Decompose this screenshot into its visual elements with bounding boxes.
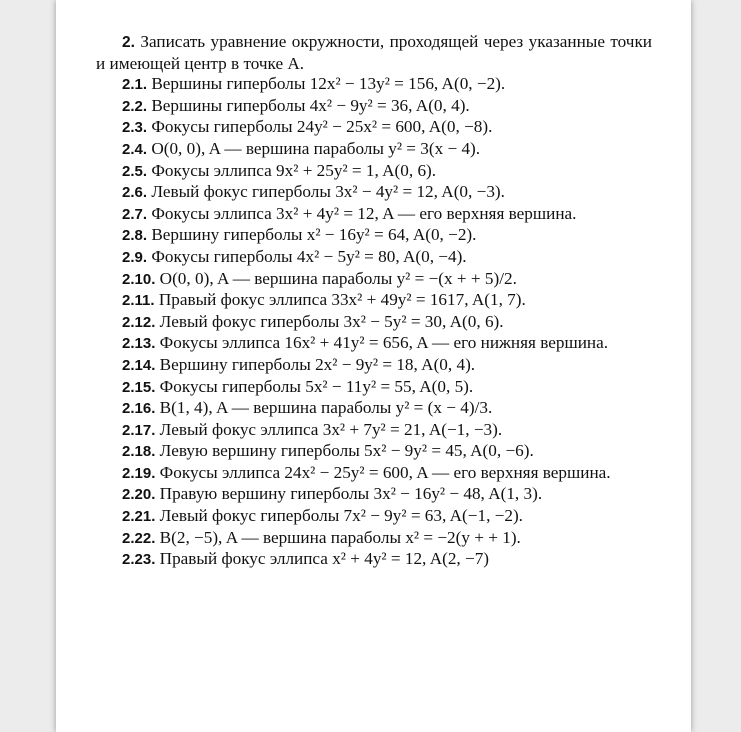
exercise-item: [96, 204, 652, 226]
exercise-text: Левый фокус гиперболы 3x² − 4y² = 12, A(0, −3).: [151, 182, 505, 202]
exercise-item: [96, 333, 652, 355]
exercise-text: Фокусы эллипса 9x² + 25y² = 1, A(0, 6).: [151, 160, 437, 180]
exercise-text: Правую вершину гиперболы 3x² − 16y² − 48, A(1, 3).: [159, 484, 543, 504]
exercise-item: [96, 117, 652, 139]
exercise-text: Фокусы эллипса 16x² + 41y² = 656, A — его нижняя вершина.: [159, 333, 609, 353]
exercise-number: 2.7.: [122, 205, 148, 223]
exercise-item: [96, 312, 652, 334]
exercise-text: Фокусы гиперболы 4x² − 5y² = 80, A(0, −4).: [151, 246, 467, 266]
exercise-number: 2.22.: [122, 529, 156, 547]
exercise-number: 2.11.: [122, 292, 155, 310]
exercise-text: Левый фокус гиперболы 7x² − 9y² = 63, A(−1, −2).: [159, 506, 523, 526]
exercise-text: Правый фокус эллипса x² + 4y² = 12, A(2, −7): [159, 549, 490, 569]
exercise-text: Вершины гиперболы 12x² − 13y² = 156, A(0, −2).: [151, 74, 506, 94]
exercise-number: 2.1.: [122, 76, 148, 94]
exercise-item: [96, 549, 652, 571]
exercise-number: 2.10.: [122, 270, 156, 288]
exercise-text: Фокусы эллипса 24x² − 25y² = 600, A — его верхняя вершина.: [159, 462, 611, 482]
exercise-number: 2.23.: [122, 551, 156, 569]
exercise-number: 2.19.: [122, 464, 156, 482]
exercise-text: O(0, 0), A — вершина параболы y² = −(x + + 5)/2.: [159, 268, 517, 288]
exercise-number: 2.6.: [122, 184, 148, 202]
exercise-number: 2.12.: [122, 313, 156, 331]
exercise-text: Вершины гиперболы 4x² − 9y² = 36, A(0, 4).: [151, 95, 470, 115]
exercise-item: [96, 506, 652, 528]
exercise-item: [96, 96, 652, 118]
exercise-list: [96, 74, 652, 571]
problem-text-block: [96, 32, 652, 571]
exercise-item: [96, 355, 652, 377]
exercise-item: [96, 139, 652, 161]
exercise-item: [96, 528, 652, 550]
exercise-text: Вершину гиперболы x² − 16y² = 64, A(0, −2).: [151, 225, 477, 245]
exercise-text: Фокусы гиперболы 5x² − 11y² = 55, A(0, 5).: [159, 376, 474, 396]
exercise-item: [96, 377, 652, 399]
book-page: [56, 0, 691, 732]
exercise-item: [96, 441, 652, 463]
exercise-number: 2.16.: [122, 400, 156, 418]
exercise-text: Фокусы эллипса 3x² + 4y² = 12, A — его верхняя вершина.: [151, 203, 577, 223]
exercise-number: 2.2.: [122, 97, 148, 115]
exercise-number: 2.14.: [122, 356, 156, 374]
exercise-text: Правый фокус эллипса 33x² + 49y² = 1617, A(1, 7).: [158, 290, 526, 310]
exercise-number: 2.17.: [122, 421, 156, 439]
exercise-text: B(2, −5), A — вершина параболы x² = −2(y + + 1).: [159, 527, 521, 547]
exercise-item: [96, 269, 652, 291]
exercise-text: Вершину гиперболы 2x² − 9y² = 18, A(0, 4).: [159, 354, 476, 374]
exercise-item: [96, 182, 652, 204]
exercise-item: [96, 484, 652, 506]
problem-title: [96, 32, 652, 74]
exercise-number: 2.5.: [122, 162, 148, 180]
exercise-item: [96, 420, 652, 442]
exercise-item: [96, 463, 652, 485]
problem-number: 2.: [122, 34, 135, 51]
exercise-number: 2.21.: [122, 508, 156, 526]
exercise-number: 2.20.: [122, 486, 156, 504]
exercise-item: [96, 290, 652, 312]
exercise-item: [96, 161, 652, 183]
exercise-text: Левый фокус гиперболы 3x² − 5y² = 30, A(0, 6).: [159, 311, 504, 331]
exercise-number: 2.18.: [122, 443, 156, 461]
exercise-text: B(1, 4), A — вершина параболы y² = (x − 4)/3.: [159, 398, 493, 418]
exercise-text: Фокусы гиперболы 24y² − 25x² = 600, A(0, −8).: [151, 117, 493, 137]
exercise-number: 2.8.: [122, 227, 148, 245]
exercise-number: 2.15.: [122, 378, 156, 396]
problem-statement: Записать уравнение окружности, проходящей через указанные точки и имеющей центр в точке A.: [96, 32, 652, 73]
exercise-number: 2.13.: [122, 335, 156, 353]
exercise-number: 2.9.: [122, 248, 148, 266]
exercise-number: 2.4.: [122, 140, 148, 158]
exercise-item: [96, 398, 652, 420]
exercise-item: [96, 74, 652, 96]
exercise-text: O(0, 0), A — вершина параболы y² = 3(x − 4).: [151, 138, 481, 158]
exercise-text: Левую вершину гиперболы 5x² − 9y² = 45, A(0, −6).: [159, 441, 534, 461]
exercise-item: [96, 225, 652, 247]
exercise-number: 2.3.: [122, 119, 148, 137]
exercise-text: Левый фокус эллипса 3x² + 7y² = 21, A(−1, −3).: [159, 419, 503, 439]
exercise-item: [96, 247, 652, 269]
